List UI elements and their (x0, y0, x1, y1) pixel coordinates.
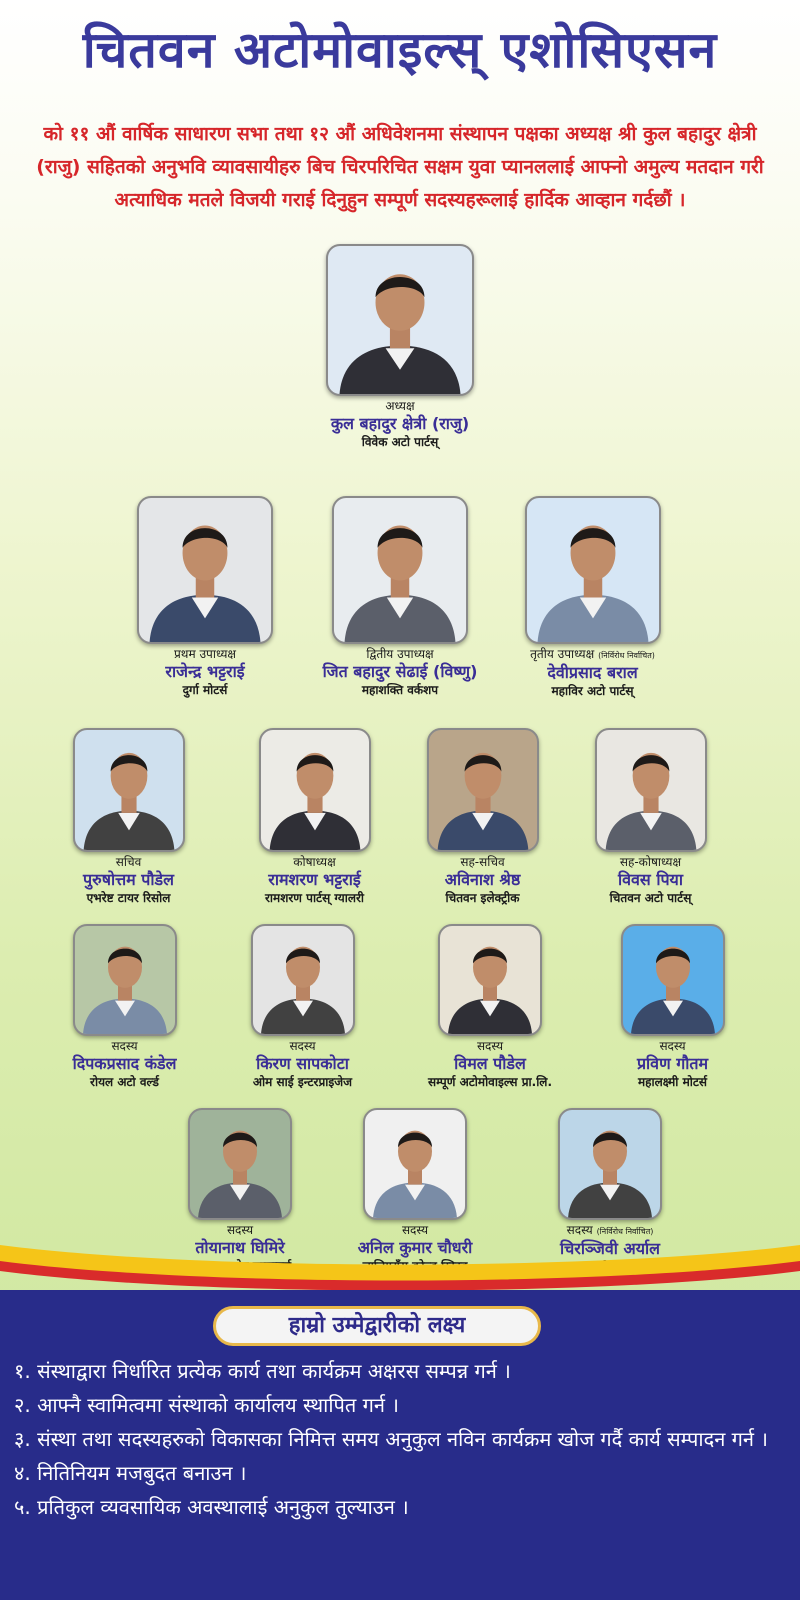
candidate-photo (251, 924, 355, 1036)
candidate-card-second-vice-president (290, 496, 510, 698)
candidate-name: दिपकप्रसाद कंडेल (72, 1054, 177, 1073)
candidate-business: महाशक्ति वर्कशप (361, 683, 439, 697)
candidate-name: अविनाश श्रेष्ठ (444, 870, 521, 889)
candidate-role: सह-कोषाध्यक्ष (619, 855, 682, 869)
person-silhouette-icon (261, 730, 369, 850)
candidate-name: प्रविण गौतम (636, 1054, 709, 1073)
candidate-card-joint-treasurer (568, 728, 733, 906)
candidate-business: ओम साई इन्टरप्राइजेज (252, 1075, 353, 1089)
candidate-role: सदस्य (659, 1039, 686, 1053)
person-silhouette-icon (328, 246, 472, 394)
candidate-photo (188, 1108, 292, 1220)
person-silhouette-icon (527, 498, 659, 642)
candidate-name: रामशरण भट्टराई (268, 870, 361, 889)
candidate-business: एभरेष्ट टायर रिसोल (86, 891, 171, 905)
candidate-name: देवीप्रसाद बराल (547, 663, 638, 682)
unopposed-note: (निर्विरोध निर्वाचित) (598, 651, 655, 660)
candidate-card-secretary (46, 728, 211, 906)
candidate-name: किरण सापकोटा (256, 1054, 349, 1073)
candidate-business: चितवन इलेक्ट्रीक (445, 891, 520, 905)
candidate-name: विमल पौडेल (454, 1054, 526, 1073)
person-silhouette-icon (623, 926, 723, 1034)
person-silhouette-icon (139, 498, 271, 642)
candidate-photo (558, 1108, 662, 1220)
candidate-photo (73, 924, 177, 1036)
candidate-role: सदस्य (476, 1039, 504, 1053)
goal-item: ५. प्रतिकुल व्यवसायिक अवस्थालाई अनुकुल तुल्याउन । (14, 1495, 409, 1519)
candidate-name: राजेन्द्र भट्टराई (165, 662, 245, 681)
candidate-card-joint-secretary (400, 728, 565, 906)
person-silhouette-icon (334, 498, 466, 642)
person-silhouette-icon (190, 1110, 290, 1218)
goals-list (14, 1354, 789, 1524)
person-silhouette-icon (365, 1110, 465, 1218)
poster-title: चितवन अटोमोवाइल्स् एशोसिएसन (82, 21, 718, 79)
candidate-photo (621, 924, 725, 1036)
candidate-photo (326, 244, 474, 396)
candidate-role: कोषाध्यक्ष (293, 855, 336, 869)
person-silhouette-icon (440, 926, 540, 1034)
goal-item: २. आफ्नै स्वामित्वमा संस्थाको कार्यालय स्थापित गर्न । (14, 1393, 399, 1417)
candidate-photo (137, 496, 273, 644)
candidate-business: चितवन अटो पार्टस् (609, 891, 692, 905)
candidate-role: सदस्य (निर्विरोध निर्वाचित) (566, 1223, 654, 1237)
person-silhouette-icon (560, 1110, 660, 1218)
candidate-card-president (290, 244, 510, 450)
candidate-card-member (590, 924, 755, 1090)
candidate-role: सदस्य (111, 1039, 138, 1053)
goal-item: ४. नितिनियम मजबुदत बनाउन । (14, 1461, 247, 1485)
candidate-business: दुर्गा मोटर्स (182, 683, 228, 697)
person-silhouette-icon (429, 730, 537, 850)
candidate-card-treasurer (232, 728, 397, 906)
candidate-business: रोयल अटो वर्ल्ड (90, 1075, 159, 1089)
candidate-role: सचिव (115, 855, 142, 869)
person-silhouette-icon (75, 730, 183, 850)
candidate-role: सदस्य (226, 1223, 254, 1237)
candidate-role: प्रथम उपाध्यक्ष (173, 647, 237, 661)
candidate-card-third-vice-president (495, 496, 690, 699)
appeal-text: को ११ औं वार्षिक साधारण सभा तथा १२ औं अधिवेशनमा संस्थापन पक्षका अध्यक्ष श्री कुल बहादुर क्षेत्री (राजु) सहितको अनुभवि व्यावसायीहरु बिच चिरपरिचित सक्षम युवा प्यानललाई आफ्नो अमुल्य मतदान गरी अत्याधिक मतले विजयी गराई दिनुहुन सम्पूर्ण सदस्यहरूलाई हार्दिक आव्हान गर्दछौं । (36, 123, 764, 211)
candidate-photo (427, 728, 539, 852)
candidate-photo (259, 728, 371, 852)
person-silhouette-icon (597, 730, 705, 850)
candidate-role: सदस्य (401, 1223, 429, 1237)
candidate-name: विवस पिया (618, 870, 683, 889)
unopposed-note: (निर्विरोध निर्वाचित) (596, 1227, 654, 1236)
candidate-business: सम्पूर्ण अटोमोवाइल्स प्रा.लि. (427, 1075, 553, 1089)
candidate-name: तोयानाथ घिमिरे (195, 1238, 285, 1257)
candidate-name: अनिल कुमार चौधरी (357, 1238, 473, 1257)
candidate-role: सदस्य (289, 1039, 316, 1053)
goals-heading: हाम्रो उम्मेद्वारीको लक्ष्य (213, 1306, 541, 1346)
candidate-role: तृतीय उपाध्यक्ष (निर्विरोध निर्वाचित) (530, 647, 655, 661)
person-silhouette-icon (75, 926, 175, 1034)
candidate-photo (525, 496, 661, 644)
candidate-name: पुरुषोत्तम पौडेल (83, 870, 174, 889)
candidate-name: जित बहादुर सेढाई (विष्णु) (322, 662, 478, 681)
candidate-role: द्वितीय उपाध्यक्ष (366, 647, 434, 661)
candidate-business: विवेक अटो पार्टस् (361, 435, 439, 449)
candidate-name: चिरञ्जिवी अर्याल (560, 1239, 660, 1258)
candidate-business: रामशरण पार्टस् ग्यालरी (265, 891, 364, 905)
candidate-photo (332, 496, 468, 644)
candidate-role: सह-सचिव (460, 855, 505, 869)
goal-item: १. संस्थाद्वारा निर्धारित प्रत्येक कार्य तथा कार्यक्रम अक्षरस सम्पन्न गर्न । (14, 1359, 511, 1383)
candidate-photo (363, 1108, 467, 1220)
candidate-name: कुल बहादुर क्षेत्री (राजु) (330, 414, 470, 433)
goal-item: ३. संस्था तथा सदस्यहरुको विकासका निमित्त समय अनुकुल नविन कार्यक्रम खोज गर्दै कार्य सम्पादन गर्न । (14, 1427, 768, 1451)
candidate-card-member (390, 924, 590, 1090)
candidate-role: अध्यक्ष (385, 399, 415, 413)
candidate-business: महालक्ष्मी मोटर्स (637, 1075, 708, 1089)
candidate-card-member (42, 924, 207, 1090)
candidate-business: महाविर अटो पार्टस् (551, 684, 634, 698)
candidate-card-member (220, 924, 385, 1090)
person-silhouette-icon (253, 926, 353, 1034)
candidate-photo (595, 728, 707, 852)
candidate-photo (73, 728, 185, 852)
candidate-photo (438, 924, 542, 1036)
candidate-card-first-vice-president (120, 496, 290, 698)
